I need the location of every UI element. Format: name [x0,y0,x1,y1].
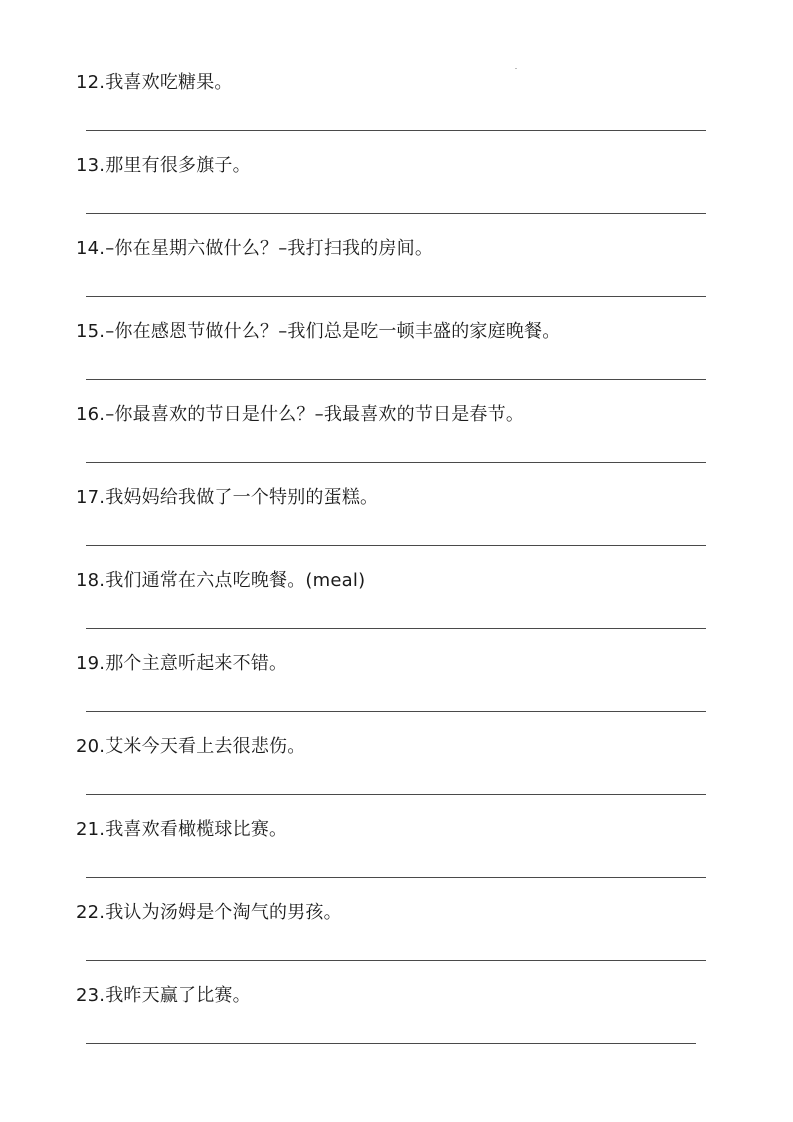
answer-line[interactable] [86,628,706,629]
exercise-prompt: 13.那里有很多旗子。 [76,155,251,176]
exercise-prompt: 22.我认为汤姆是个淘气的男孩。 [76,902,342,923]
exercise-19 [0,653,793,736]
answer-line[interactable] [86,462,706,463]
exercise-15 [0,321,793,404]
answer-line[interactable] [86,1043,696,1044]
exercise-prompt: 18.我们通常在六点吃晚餐。(meal) [76,570,366,591]
exercise-prompt: 21.我喜欢看橄榄球比赛。 [76,819,288,840]
exercise-prompt: 19.那个主意听起来不错。 [76,653,288,674]
answer-line[interactable] [86,711,706,712]
exercise-prompt: 23.我昨天赢了比赛。 [76,985,251,1006]
scan-speck [515,68,517,69]
answer-line[interactable] [86,545,706,546]
exercise-20 [0,736,793,819]
answer-line[interactable] [86,794,706,795]
exercise-prompt: 17.我妈妈给我做了一个特别的蛋糕。 [76,487,379,508]
exercise-23 [0,985,793,1068]
exercise-prompt: 14.–你在星期六做什么？–我打扫我的房间。 [76,238,434,259]
exercise-14 [0,238,793,321]
answer-line[interactable] [86,213,706,214]
answer-line[interactable] [86,877,706,878]
exercise-22 [0,902,793,985]
exercise-prompt: 15.–你在感恩节做什么？–我们总是吃一顿丰盛的家庭晚餐。 [76,321,561,342]
exercise-18 [0,570,793,653]
exercise-12 [0,72,793,155]
exercise-17 [0,487,793,570]
exercise-16 [0,404,793,487]
answer-line[interactable] [86,130,706,131]
answer-line[interactable] [86,960,706,961]
exercise-13 [0,155,793,238]
answer-line[interactable] [86,379,706,380]
exercise-prompt: 20.艾米今天看上去很悲伤。 [76,736,306,757]
exercise-21 [0,819,793,902]
exercise-prompt: 16.–你最喜欢的节日是什么？–我最喜欢的节日是春节。 [76,404,525,425]
answer-line[interactable] [86,296,706,297]
exercise-prompt: 12.我喜欢吃糖果。 [76,72,233,93]
